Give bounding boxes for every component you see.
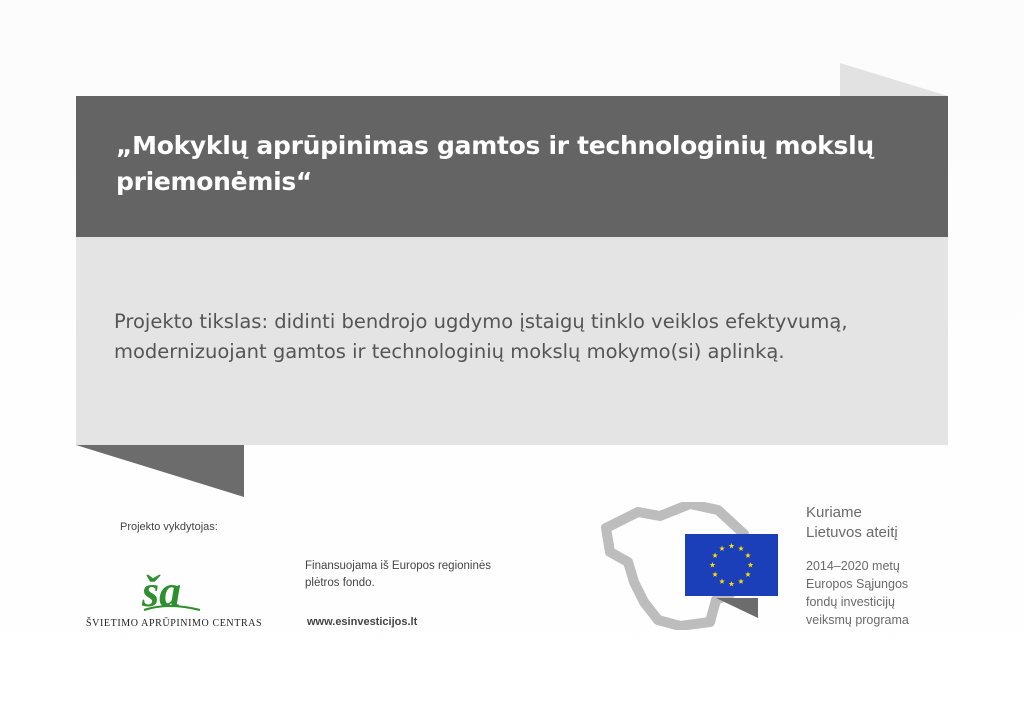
eu-star-icon	[712, 553, 718, 558]
project-goal-line-2: modernizuojant gamtos ir technologinių mokslų mokymo(si) aplinką.	[114, 340, 785, 363]
sac-logo-text: ša	[142, 567, 182, 612]
program-line-1: 2014–2020 metų	[806, 559, 900, 573]
eu-star-icon	[745, 553, 751, 558]
program-line-2: Europos Sąjungos	[806, 577, 909, 591]
project-title-line-2: priemonėmis“	[116, 167, 313, 196]
eu-flag-icon	[685, 534, 778, 596]
funding-note	[305, 558, 535, 592]
eu-star-icon	[729, 581, 735, 586]
eu-star-icon	[719, 546, 725, 551]
program-line-3: fondų investicijų	[806, 595, 895, 609]
project-title-line-1: „Mokyklų aprūpinimas gamtos ir technologinių mokslų	[116, 131, 874, 160]
eu-star-icon	[712, 572, 718, 577]
goal-banner	[76, 237, 948, 445]
project-goal	[114, 307, 914, 367]
title-banner	[76, 96, 948, 237]
eu-star-icon	[745, 572, 751, 577]
project-title	[116, 128, 916, 200]
eu-star-icon	[748, 562, 754, 567]
funding-line-1: Finansuojama iš Europos regioninės	[305, 560, 492, 572]
eu-star-icon	[729, 543, 735, 548]
sac-logo	[138, 566, 210, 612]
executor-label: Projekto vykdytojas:	[120, 521, 218, 533]
program-description	[806, 557, 1006, 629]
slogan-line-1: Kuriame	[806, 504, 862, 521]
slogan	[806, 503, 986, 543]
executor-name: ŠVIETIMO APRŪPINIMO CENTRAS	[86, 618, 263, 629]
eu-star-icon	[710, 562, 716, 567]
eu-star-icon	[738, 578, 744, 583]
eu-star-icon	[738, 546, 744, 551]
slogan-line-2: Lietuvos ateitį	[806, 524, 898, 541]
funding-website-link[interactable]: www.esinvesticijos.lt	[307, 616, 418, 628]
eu-star-icon	[719, 578, 725, 583]
project-goal-line-1: Projekto tikslas: didinti bendrojo ugdymo įstaigų tinklo veiklos efektyvumą,	[114, 310, 848, 333]
funding-line-2: plėtros fondo.	[305, 577, 375, 589]
program-line-4: veiksmų programa	[806, 613, 909, 627]
